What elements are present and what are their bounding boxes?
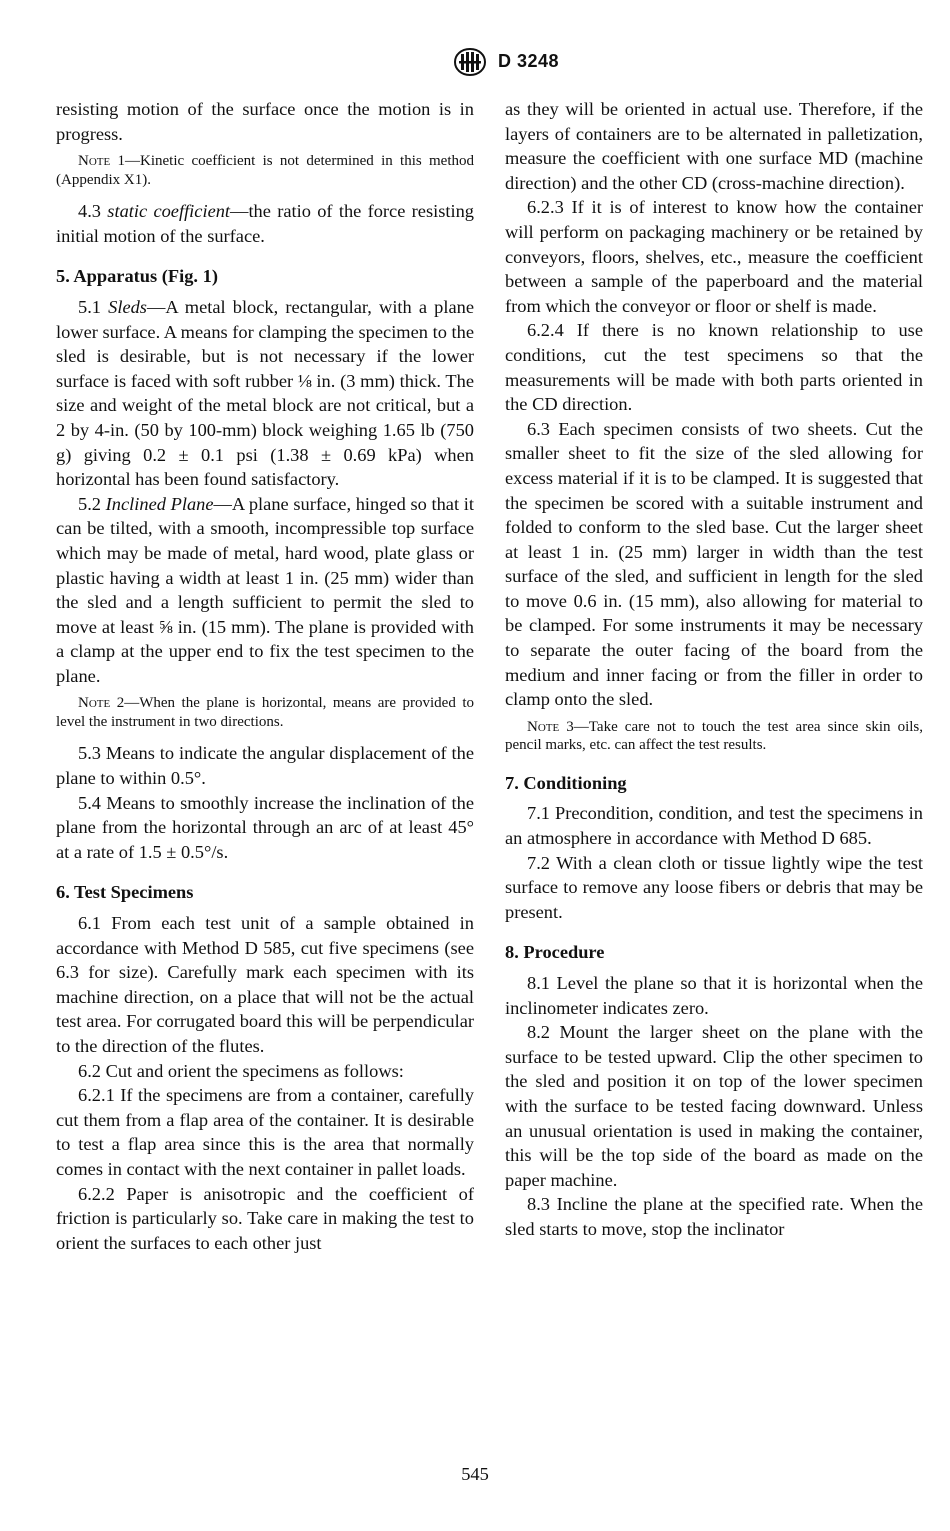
section-4-3 [56, 199, 474, 248]
section-6-2-3: 6.2.3 If it is of interest to know how the container will perform on packaging machinery or be retained by conveyors, floors, shelves, etc., measure the coefficient between a sample of the paperboard and the material from which the conveyor or floor or shelf is made. [505, 197, 923, 316]
note-1 [56, 152, 474, 189]
section-8-3: 8.3 Incline the plane at the specified rate. When the sled starts to move, stop the inclinator [505, 1194, 923, 1239]
note-2 [56, 694, 474, 731]
section-6-2: 6.2 Cut and orient the specimens as follows: [78, 1060, 404, 1081]
section-8-1: 8.1 Level the plane so that it is horizontal when the inclinometer indicates zero. [505, 973, 923, 1018]
section-heading-apparatus: 5. Apparatus (Fig. 1) [56, 266, 218, 287]
note-label: Note 1 [78, 153, 126, 170]
note-3 [505, 718, 923, 755]
note-text: —Take care not to touch the test area since skin oils, pencil marks, etc. can affect the test results. [505, 718, 923, 754]
page-number: 545 [461, 1464, 489, 1484]
section-number: 5.2 [78, 493, 106, 514]
item-term: Sleds [108, 296, 147, 317]
item-text: —A metal block, rectangular, with a plane lower surface. A means for clamping the specimen to the sled is desirable, but is not necessary if the lower surface is faced with soft rubber ⅛ in. (3 mm) thick. The size and weight of the metal block are not critical, but a 2 by 4-in. (50 by 100-mm) block weighing 1.65 lb (750 g) giving 0.2 ± 0.1 psi (1.38 ± 0.69 kPa) when horizontal has been found satisfactory. [56, 296, 475, 490]
astm-logo-icon [452, 48, 488, 76]
note-text: —Kinetic coefficient is not determined in this method (Appendix X1). [56, 153, 475, 188]
section-6-1: 6.1 From each test unit of a sample obtained in accordance with Method D 585, cut five specimens (see 6.3 for size). Carefully mark each specimen with its machine direction, on a place that will not be the actual test area. For corrugated board this will be perpendicular to the direction of the flutes. [56, 913, 474, 1056]
section-6-3: 6.3 Each specimen consists of two sheets. Cut the smaller sheet to fit the size of the sled allowing for excess material if it is to be clamped. It is suggested that the specimen be scored with a suitable instrument and folded to conform to the sled base. Cut the larger sheet at least 1 in. (25 mm) larger in width than the test surface of the sled, and sufficient in length for the sled to move 0.6 in. (15 mm), also allowing for material to be clamped. For some instruments it may be necessary to separate the outer facing of the board from the medium and inner facing or from the filler in order to clamp onto the sled. [505, 418, 923, 710]
note-label: Note 2 [78, 695, 125, 712]
right-column [505, 97, 923, 1242]
section-heading-test-specimens: 6. Test Specimens [56, 882, 194, 903]
page-header [0, 48, 950, 78]
section-8-2: 8.2 Mount the larger sheet on the plane with the surface to be tested upward. Clip the other specimen to the sled and position it on top of the lower specimen with the surface to be tested facing downward. Unless an unusual orientation is used in making the container, this will be the top side of the board as made on the paper machine. [505, 1022, 923, 1190]
section-5-1 [56, 295, 474, 492]
paragraph-continuation: resisting motion of the surface once the motion is in progress. [56, 99, 474, 144]
section-number: 4.3 [78, 201, 108, 222]
left-column [56, 97, 474, 1255]
section-number: 5.1 [78, 296, 109, 317]
paragraph-continuation: as they will be oriented in actual use. Therefore, if the layers of containers are to be alternated in palletization, measure the coefficient with one surface MD (machine direction) and the other CD (cross-machine direction). [505, 99, 923, 193]
note-text: —When the plane is horizontal, means are provided to level the instrument in two directions. [56, 695, 475, 730]
section-5-4: 5.4 Means to smoothly increase the inclination of the plane from the horizontal through an arc of at least 45° at a rate of 1.5 ± 0.5°/s. [56, 792, 474, 862]
section-7-2: 7.2 With a clean cloth or tissue lightly wipe the test surface to remove any loose fibers or debris that may be present. [505, 852, 923, 922]
item-text: —A plane surface, hinged so that it can be tilted, with a smooth, incompressible top surface which may be made of metal, hard wood, plate glass or plastic having a width at least 1 in. (25 mm) wider than the sled and a length sufficient to permit the sled to move at least ⅝ in. (15 mm). The plane is provided with a clamp at the upper end to fix the test specimen to the plane. [56, 493, 474, 686]
section-5-3: 5.3 Means to indicate the angular displacement of the plane to within 0.5°. [56, 743, 474, 789]
section-heading-conditioning: 7. Conditioning [505, 772, 627, 793]
item-term: Inclined Plane [105, 493, 214, 514]
section-6-2-1: 6.2.1 If the specimens are from a container, carefully cut them from a flap area of the container. It is desirable to test a flap area since this is the area that normally comes in contact with the next container in pallet loads. [56, 1085, 474, 1179]
section-6-2-2: 6.2.2 Paper is anisotropic and the coefficient of friction is particularly so. Take care in making the test to orient the surfaces to each other just [56, 1183, 474, 1253]
section-7-1: 7.1 Precondition, condition, and test the specimens in an atmosphere in accordance with Method D 685. [505, 803, 923, 849]
note-label: Note 3 [527, 718, 574, 735]
section-6-2-4: 6.2.4 If there is no known relationship to use conditions, cut the test specimens so that the measurements will be made with both parts oriented in the CD direction. [505, 320, 923, 415]
standard-designation: D 3248 [498, 51, 560, 71]
section-heading-procedure: 8. Procedure [505, 942, 605, 963]
section-5-2 [56, 492, 474, 689]
definition-text: —the ratio of the force resisting initial motion of the surface. [56, 201, 474, 246]
defined-term: static coefficient [107, 201, 231, 222]
